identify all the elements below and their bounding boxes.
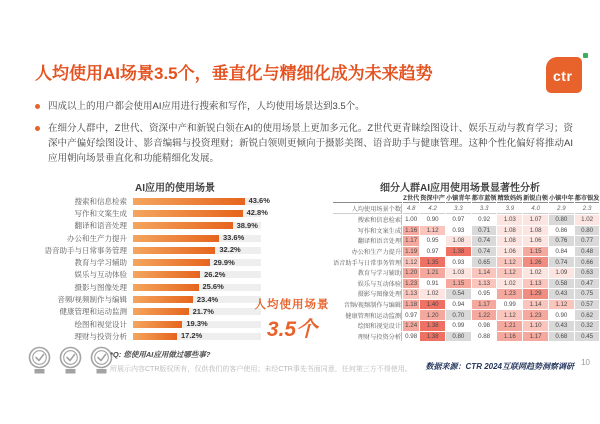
heatmap-cell: 0.76: [549, 236, 574, 246]
heatmap-cell: 1.23: [523, 310, 548, 320]
heatmap-header-row: [333, 193, 599, 203]
heatmap-cell: 1.35: [420, 257, 445, 267]
heatmap-cell: 1.14: [523, 300, 548, 310]
heatmap-cell: 0.95: [420, 236, 445, 246]
bar-row: [30, 281, 325, 293]
heatmap-column-header: 资深中产: [420, 195, 445, 202]
heatmap-data-row: [333, 321, 599, 331]
bar-track: [133, 296, 261, 303]
bullet-list: [35, 99, 573, 173]
heatmap-cell: 1.13: [523, 279, 548, 289]
heatmap-column-header: 小镇中年: [548, 195, 574, 202]
bar-category-label: 搜索和信息检索: [74, 196, 127, 206]
heatmap-cell: 0.93: [446, 257, 471, 267]
bar-category-label: 写作和文案生成: [74, 208, 127, 218]
heatmap-cell: 0.98: [472, 321, 497, 331]
heatmap-cell: 1.23: [403, 279, 419, 289]
heatmap-row-label: 绘图和视觉设计: [333, 321, 402, 331]
bar-category-label: 理财与投资分析: [74, 331, 127, 341]
heatmap-cell: 1.07: [523, 215, 548, 225]
bar-value-label: 21.7%: [192, 306, 214, 316]
heatmap-column-header: Z世代: [403, 195, 420, 202]
bar-value-label: 26.2%: [204, 269, 226, 279]
heatmap-cell: 0.63: [575, 268, 600, 278]
bar-fill: [133, 271, 200, 278]
copyright-note: 所展示内容CTR版权所有，仅供我们的客户使用；未经CTR事先书面同意，任何第三方不得使用。: [110, 366, 412, 373]
bar-row: [30, 256, 325, 268]
heatmap-cell: 1.15: [523, 247, 548, 257]
heatmap-cell: 0.58: [549, 279, 574, 289]
heatmap-cell: 1.02: [575, 215, 600, 225]
bar-value-label: 23.4%: [196, 294, 219, 304]
heatmap-cell: 1.16: [497, 332, 522, 342]
heatmap-cell: 1.06: [497, 247, 522, 257]
bar-value-label: 29.9%: [213, 257, 235, 267]
bar-track: [133, 259, 261, 266]
certification-stamp-icon: [59, 346, 82, 381]
heatmap-cell: 1.12: [549, 300, 574, 310]
heatmap-cell: 1.20: [420, 310, 445, 320]
heatmap-cell: 1.19: [403, 247, 419, 257]
heatmap-row-label: 办公和生产力提升: [333, 247, 402, 257]
bar-value-label: 32.2%: [219, 245, 241, 255]
bar-track: [133, 271, 261, 278]
heatmap-cell: 1.08: [497, 236, 522, 246]
heatmap-cell: 1.26: [523, 257, 548, 267]
heatmap-row-label: 翻译和语音处理: [333, 236, 402, 246]
heatmap-cell: 1.22: [472, 310, 497, 320]
heatmap-cell: 0.70: [446, 310, 471, 320]
bar-fill: [133, 308, 189, 315]
heatmap-row-label: 音频/视频制作与编辑: [333, 300, 402, 310]
heatmap-cell: 1.08: [497, 226, 522, 236]
heatmap-column-header: 都市银发: [574, 195, 600, 202]
heatmap-cell: 0.80: [446, 332, 471, 342]
heatmap-cell: 0.90: [549, 310, 574, 320]
bar-track: [133, 208, 268, 218]
heatmap-cell: 0.90: [420, 215, 445, 225]
bar-fill: [133, 222, 233, 229]
heatmap-data-row: [333, 310, 599, 320]
heatmap-cell: 0.54: [446, 289, 471, 299]
bar-category-label: 娱乐与互动体验: [74, 270, 127, 280]
ctr-logo-text: ctr: [553, 68, 573, 84]
heatmap-cell: 0.75: [575, 289, 600, 299]
heatmap-data-row: [333, 247, 599, 257]
bar-fill: [133, 284, 199, 291]
heatmap-cell: 1.21: [420, 268, 445, 278]
heatmap-average-cell: 2.9: [549, 204, 574, 214]
heatmap-cell: 0.74: [472, 247, 497, 257]
heatmap-cell: 1.02: [420, 289, 445, 299]
heatmap-cell: 0.43: [549, 321, 574, 331]
heatmap-cell: 1.03: [497, 215, 522, 225]
heatmap-cell: 1.38: [420, 321, 445, 331]
heatmap-corner-cell: [333, 193, 402, 203]
bar-track: [133, 284, 261, 291]
bar-track: [133, 196, 270, 206]
heatmap-cell: 1.38: [446, 247, 471, 257]
page-title: 人均使用AI场景3.5个，垂直化与精细化成为未来趋势: [35, 64, 433, 83]
heatmap-cell: 0.80: [549, 215, 574, 225]
bar-row: [30, 244, 325, 256]
heatmap-cell: 1.18: [403, 300, 419, 310]
heatmap-data-row: [333, 300, 599, 310]
heatmap-row-label: 摄影与图像处理: [333, 289, 402, 299]
bar-fill: [133, 321, 182, 328]
ctr-logo: [546, 57, 582, 93]
heatmap-row-label: 教育与学习辅助: [333, 268, 402, 278]
heatmap-row-label: 写作和文案生成: [333, 226, 402, 236]
heatmap-cell: 0.77: [575, 236, 600, 246]
heatmap-data-row: [333, 226, 599, 236]
heatmap-cell: 1.21: [497, 321, 522, 331]
heatmap-cell: 0.74: [472, 236, 497, 246]
heatmap-cell: 1.17: [523, 332, 548, 342]
heatmap-cell: 0.88: [472, 332, 497, 342]
bar-fill: [133, 198, 245, 205]
bullet-item: 在细分人群中，Z世代、资深中产和新锐白领在AI的使用场景上更加多元化。Z世代更青睐绘图设计、娱乐互动与教育学习；资深中产偏好绘图设计、影音编辑与投资理财；新锐白领则更倾向于摄影美图、语音助手与健康管理。这种个性化偏好将推动AI应用朝向场景垂直化和功能精细化发展。: [35, 121, 573, 166]
heatmap-row-label: 语音助手与日常事务管理: [333, 257, 402, 267]
heatmap-cell: 1.13: [403, 289, 419, 299]
heatmap-cell: 1.08: [446, 236, 471, 246]
heatmap-data-row: [333, 332, 599, 342]
heatmap-cell: 1.14: [472, 268, 497, 278]
heatmap-cell: 0.91: [420, 279, 445, 289]
annotation-line2: 3.5个: [266, 318, 318, 341]
heatmap-cell: 0.84: [549, 247, 574, 257]
heatmap-row-label: 搜索和信息检索: [333, 215, 402, 225]
heatmap-cell: 1.02: [497, 279, 522, 289]
heatmap-data-row: [333, 215, 599, 225]
heatmap-cell: 1.12: [420, 226, 445, 236]
heatmap-cell: 0.99: [446, 321, 471, 331]
heatmap-cell: 0.47: [575, 279, 600, 289]
heatmap-average-cell: 3.3: [446, 204, 471, 214]
heatmap-data-row: [333, 289, 599, 299]
heatmap-cell: 0.48: [575, 247, 600, 257]
bar-row: [30, 269, 325, 281]
heatmap-column-header: 新锐白领: [523, 195, 548, 202]
heatmap-cell: 0.43: [549, 289, 574, 299]
heatmap-cell: 0.92: [472, 215, 497, 225]
heatmap-average-cell: 4.2: [420, 204, 445, 214]
bar-chart-title: AI应用的使用场景: [135, 183, 215, 194]
heatmap-cell: 0.62: [575, 310, 600, 320]
heatmap-cell: 1.17: [403, 236, 419, 246]
heatmap-average-cell: 3.3: [472, 204, 497, 214]
heatmap-cell: 0.71: [472, 226, 497, 236]
heatmap-row-label: 理财与投资分析: [333, 332, 402, 342]
bar-value-label: 19.3%: [186, 319, 208, 329]
heatmap-cell: 0.97: [446, 215, 471, 225]
heatmap-cell: 0.95: [472, 289, 497, 299]
heatmap-cell: 0.68: [549, 332, 574, 342]
bar-category-label: 音频/视频制作与编辑: [57, 295, 127, 305]
heatmap-cell: 1.12: [403, 257, 419, 267]
heatmap-average-cell: 4.0: [523, 204, 548, 214]
heatmap-cell: 0.93: [446, 226, 471, 236]
heatmap-cell: 1.08: [523, 226, 548, 236]
heatmap-cell: 1.06: [523, 236, 548, 246]
heatmap-cell: 1.40: [420, 300, 445, 310]
bar-track: [133, 308, 261, 315]
heatmap-cell: 1.10: [523, 321, 548, 331]
heatmap-cell: 0.57: [575, 300, 600, 310]
heatmap-cell: 1.12: [497, 257, 522, 267]
heatmap-column-header: 都市蓝领: [471, 195, 497, 202]
heatmap-average-row: [333, 204, 599, 214]
logo-green-dot-icon: [583, 53, 588, 58]
heatmap-data-row: [333, 279, 599, 289]
heatmap-cell: 1.12: [497, 268, 522, 278]
bar-fill: [133, 296, 193, 303]
heatmap-row-label: 健康管理和运动监测: [333, 310, 402, 320]
heatmap-cell: 0.80: [575, 226, 600, 236]
heatmap-cell: 0.32: [575, 321, 600, 331]
bar-category-label: 翻译和语音处理: [74, 221, 127, 231]
heatmap-cell: 1.09: [549, 268, 574, 278]
bar-track: [133, 222, 261, 229]
bar-category-label: 绘图和视觉设计: [74, 319, 127, 329]
bar-value-label: 17.2%: [181, 331, 203, 341]
heatmap-cell: 0.45: [575, 332, 600, 342]
certification-stamps: [28, 346, 113, 381]
heatmap-cell: 0.86: [549, 226, 574, 236]
heatmap-cell: 0.66: [575, 257, 600, 267]
heatmap-cell: 1.23: [497, 289, 522, 299]
heatmap-cell: 1.02: [523, 268, 548, 278]
bar-fill: [133, 333, 177, 340]
heatmap-average-cell: 2.3: [575, 204, 600, 214]
heatmap-row-label: 娱乐与互动体验: [333, 279, 402, 289]
bar-value-label: 25.6%: [202, 282, 224, 292]
data-source: 数据来源：CTR 2024互联网趋势洞察调研: [425, 362, 574, 371]
heatmap-cell: 0.98: [403, 332, 419, 342]
heatmap-cell: 1.13: [472, 279, 497, 289]
bar-category-label: 语音助手与日常事务管理: [44, 245, 127, 255]
heatmap-cell: 1.38: [420, 332, 445, 342]
bar-row: [30, 207, 325, 219]
heatmap-cell: 1.15: [446, 279, 471, 289]
bar-value-label: 38.9%: [236, 220, 258, 230]
heatmap-cell: 0.74: [549, 257, 574, 267]
question-footnote: *Q: 您使用AI应用做过哪些事?: [110, 350, 211, 359]
heatmap-cell: 1.20: [403, 268, 419, 278]
bar-row: [30, 220, 325, 232]
bar-fill: [133, 247, 215, 254]
heatmap-data-row: [333, 236, 599, 246]
bar-track: [133, 333, 261, 340]
bar-track: [133, 247, 261, 254]
page-number: 10: [581, 358, 590, 367]
heatmap-title: 细分人群AI应用使用场景显著性分析: [380, 183, 540, 194]
bar-track: [133, 321, 261, 328]
heatmap-cell: 1.03: [446, 268, 471, 278]
heatmap-cell: 0.99: [497, 300, 522, 310]
bar-category-label: 办公和生产力提升: [67, 233, 127, 243]
heatmap-cell: 1.24: [403, 321, 419, 331]
bar-value-label: 33.6%: [223, 233, 245, 243]
heatmap-cell: 1.17: [472, 300, 497, 310]
heatmap-cell: 0.94: [446, 300, 471, 310]
bar-track: [133, 235, 261, 242]
bar-fill: [133, 259, 210, 266]
bar-row: [30, 232, 325, 244]
heatmap-average-cell: 4.8: [403, 204, 419, 214]
bullet-item: 四成以上的用户都会使用AI应用进行搜索和写作，人均使用场景达到3.5个。: [35, 99, 573, 114]
heatmap-column-header: 小镇青年: [445, 195, 471, 202]
bar-fill: [133, 235, 219, 242]
heatmap-average-cell: 3.9: [497, 204, 522, 214]
bar-category-label: 健康管理和运动监测: [59, 307, 127, 317]
heatmap-column-header: 精致妈妈: [497, 195, 523, 202]
heatmap-data-row: [333, 257, 599, 267]
bar-category-label: 教育与学习辅助: [74, 258, 127, 268]
heatmap-cell: 0.65: [472, 257, 497, 267]
heatmap-cell: 1.00: [403, 215, 419, 225]
heatmap-cell: 1.29: [523, 289, 548, 299]
heatmap-cell: 0.97: [420, 247, 445, 257]
bar-row: [30, 195, 325, 207]
heatmap-data-row: [333, 268, 599, 278]
heatmap-row-label: 人均使用场景个数: [333, 204, 402, 214]
bar-value-label: 42.8%: [246, 208, 268, 218]
bar-value-label: 43.6%: [248, 196, 270, 206]
bar-category-label: 摄影与图像处理: [74, 282, 127, 292]
heatmap-cell: 1.12: [497, 310, 522, 320]
certification-stamp-icon: [28, 346, 51, 381]
heatmap-cell: 1.16: [403, 226, 419, 236]
annotation-line1: 人均使用场景: [254, 299, 330, 311]
per-capita-annotation: [246, 296, 338, 343]
bar-fill: [133, 210, 243, 217]
heatmap-cell: 0.97: [403, 310, 419, 320]
heatmap-table: [332, 192, 600, 342]
